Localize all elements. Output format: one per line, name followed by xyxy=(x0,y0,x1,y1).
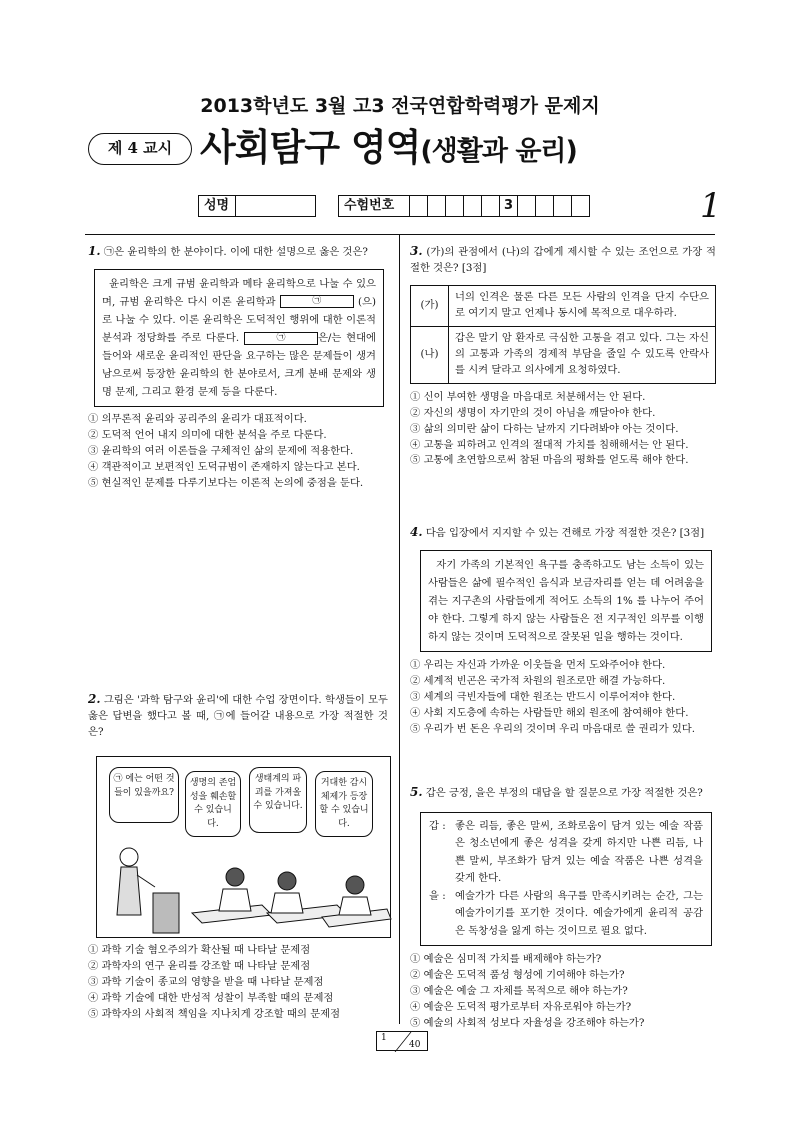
speaker-text: 예술가가 다른 사람의 욕구를 만족시키려는 순간, 그는 예술가이기를 포기한 것이다. 예술가에게 윤리적 공감은 독창성을 잃게 하는 것이므로 필요 없다. xyxy=(455,889,703,937)
exam-digit-box xyxy=(428,195,446,217)
question-1 xyxy=(88,242,388,492)
question-stem xyxy=(410,242,716,277)
passage-box xyxy=(420,550,712,652)
name-label: 성명 xyxy=(198,195,236,217)
footer-page: 1 xyxy=(381,1033,387,1043)
dialogue-box xyxy=(420,812,712,947)
label-ga: (가) xyxy=(411,285,449,326)
classroom-illustration xyxy=(96,756,391,938)
question-3 xyxy=(410,242,716,469)
period-badge: 제 4 교시 xyxy=(88,133,192,165)
student-speech-bubble-3: 거대한 감시 체제가 등장할 수 있습니다. xyxy=(315,771,373,837)
speaker-text: 좋은 리듬, 좋은 말씨, 조화로움이 담겨 있는 예술 작품은 청소년에게 좋은 성격을 갖게 하지만 나쁜 리듬, 나쁜 말씨, 부조화가 담겨 있는 예술 작품은 나쁜 성격을 갖게 한다. xyxy=(455,819,703,885)
speaker-label: 갑 : xyxy=(429,819,446,832)
option-5[interactable]: ⑤ 우리가 번 돈은 우리의 것이며 우리 마음대로 쓸 권리가 있다. xyxy=(410,722,696,735)
classroom-figures-icon xyxy=(97,835,392,939)
option-4[interactable]: ④ 예술은 도덕적 평가로부터 자유로워야 하는가? xyxy=(410,1001,632,1014)
exam-digit-box xyxy=(518,195,536,217)
option-3[interactable]: ③ 윤리학의 여러 이론들을 구체적인 삶의 문제에 적용한다. xyxy=(88,444,354,457)
option-1[interactable]: ① 의무론적 윤리와 공리주의 윤리가 대표적이다. xyxy=(88,413,307,426)
option-3[interactable]: ③ 과학 기술이 종교의 영향을 받을 때 나타날 문제점 xyxy=(88,975,324,988)
passage-text: 자기 가족의 기본적인 욕구를 충족하고도 남는 소득이 있는 사람들은 삶에 필수적인 음식과 보금자리를 얻는 데 어려움을 겪는 지구촌의 사람들에게 적어도 소득의 1% 를 나누어 주어야 한다. 그렇게 하지 않는 사람들은 전 지구적인 의무를 이행하지 않는 것이며 도덕적으로 잘못된 일을 행하는 것이다. xyxy=(428,558,705,644)
speaker-gap xyxy=(429,818,703,888)
question-stem xyxy=(88,690,388,741)
exam-title: 2013학년도 3월 고3 전국연합학력평가 문제지 xyxy=(200,95,600,117)
exam-digit-box xyxy=(572,195,590,217)
teacher-speech-bubble: ㉠ 에는 어떤 것들이 있을까요? xyxy=(109,767,179,823)
footer-total: 40 xyxy=(409,1040,421,1050)
options xyxy=(410,658,716,738)
option-4[interactable]: ④ 객관적이고 보편적인 도덕규범이 존재하지 않는다고 본다. xyxy=(88,460,360,473)
passage-ga: 너의 인격은 물론 다른 모든 사람의 인격을 단지 수단으로 여기지 말고 언제나 동시에 목적으로 대우하라. xyxy=(449,285,716,326)
exam-number-label: 수험번호 xyxy=(338,195,410,217)
question-text: 갑은 긍정, 을은 부정의 대답을 할 질문으로 가장 적절한 것은? xyxy=(425,787,703,799)
column-divider xyxy=(399,234,400,1024)
options xyxy=(88,412,388,492)
exam-digit-box xyxy=(482,195,500,217)
option-1[interactable]: ① 예술은 심미적 가치를 배제해야 하는가? xyxy=(410,953,602,966)
name-input-box xyxy=(236,195,316,217)
option-5[interactable]: ⑤ 현실적인 문제를 다루기보다는 이론적 논의에 중점을 둔다. xyxy=(88,476,364,489)
option-3[interactable]: ③ 삶의 의미란 삶이 다하는 날까지 기다려봐야 아는 것이다. xyxy=(410,422,679,435)
page-number: 1 xyxy=(700,186,722,226)
option-1[interactable]: ① 과학 기술 혐오주의가 확산될 때 나타날 문제점 xyxy=(88,944,311,956)
student-speech-bubble-2: 생태계의 파괴를 가져올 수 있습니다. xyxy=(249,767,307,833)
question-number: 3. xyxy=(410,244,423,258)
question-4 xyxy=(410,523,716,738)
option-4[interactable]: ④ 고통을 피하려고 인격의 절대적 가치를 침해해서는 안 된다. xyxy=(410,438,689,451)
name-field xyxy=(198,195,316,217)
option-5[interactable]: ⑤ 예술의 사회적 성보다 자율성을 강조해야 하는가? xyxy=(410,1017,645,1030)
option-1[interactable]: ① 우리는 자신과 가까운 이웃들을 먼저 도와주어야 한다. xyxy=(410,659,666,672)
question-stem xyxy=(410,783,716,802)
option-4[interactable]: ④ 사회 지도층에 속하는 사람들만 해외 원조에 참여해야 한다. xyxy=(410,706,689,719)
option-2[interactable]: ② 도덕적 언어 내지 의미에 대한 분석을 주로 다룬다. xyxy=(88,429,327,442)
exam-number-field xyxy=(338,195,590,217)
option-2[interactable]: ② 자신의 생명이 자기만의 것이 아님을 깨달아야 한다. xyxy=(410,406,656,419)
options xyxy=(410,390,716,470)
option-1[interactable]: ① 신이 부여한 생명을 마음대로 처분해서는 안 된다. xyxy=(410,390,646,403)
passage-table xyxy=(410,285,716,384)
option-2[interactable]: ② 세계적 빈곤은 국가적 차원의 원조로만 해결 가능하다. xyxy=(410,674,666,687)
question-text: ㉠은 윤리학의 한 분야이다. 이에 대한 설명으로 옳은 것은? xyxy=(103,246,368,258)
option-2[interactable]: ② 예술은 도덕적 품성 형성에 기여해야 하는가? xyxy=(410,969,625,982)
header-rule xyxy=(85,234,715,235)
question-2 xyxy=(88,690,388,741)
passage-text: 윤리학은 크게 규범 윤리학과 메타 윤리학으로 나눌 수 있으며, 규범 윤리학은 다시 이론 윤리학과 xyxy=(102,277,377,308)
option-4[interactable]: ④ 과학 기술에 대한 반성적 성찰이 부족할 때의 문제점 xyxy=(88,991,334,1004)
question-number: 4. xyxy=(410,525,423,539)
exam-digit-box xyxy=(446,195,464,217)
exam-digit-box xyxy=(464,195,482,217)
student-speech-bubble-1: 생명의 존엄성을 훼손할 수 있습니다. xyxy=(185,771,241,837)
exam-digit-box xyxy=(536,195,554,217)
option-3[interactable]: ③ 세계의 극빈자들에 대한 원조는 반드시 이루어져야 한다. xyxy=(410,690,676,703)
option-3[interactable]: ③ 예술은 예술 그 자체를 목적으로 해야 하는가? xyxy=(410,985,628,998)
label-na: (나) xyxy=(411,326,449,383)
options xyxy=(410,952,716,1032)
passage-text: (으)로 나눌 수 있다. 이론 윤리학은 도덕적인 행위에 대한 이론적 분석과 정당화를 주로 다룬다. xyxy=(102,295,376,344)
question-stem xyxy=(410,523,716,542)
exam-digit-box xyxy=(410,195,428,217)
question-5 xyxy=(410,783,716,1032)
blank-box: ㉠ xyxy=(280,295,354,308)
question-text: (가)의 관점에서 (나)의 갑에게 제시할 수 있는 조언으로 가장 적절한 것은? [3점] xyxy=(410,246,716,274)
option-2[interactable]: ② 과학자의 연구 윤리를 강조할 때 나타날 문제점 xyxy=(88,959,311,972)
speaker-label: 을 : xyxy=(429,889,446,902)
question-text: 그림은 '과학 탐구와 윤리'에 대한 수업 장면이다. 학생들이 모두 옳은 답변을 했다고 볼 때, ㉠에 들어갈 내용으로 가장 적절한 것은? xyxy=(88,694,388,738)
q2-options xyxy=(88,943,388,1023)
blank-box: ㉠ xyxy=(244,332,318,345)
question-stem xyxy=(88,242,388,261)
subject-title xyxy=(200,124,577,176)
subject-main: 사회탐구 영역 xyxy=(200,126,421,169)
option-5[interactable]: ⑤ 고통에 초연함으로써 참된 마음의 평화를 얻도록 해야 한다. xyxy=(410,454,689,467)
speaker-eul xyxy=(429,888,703,941)
subject-sub: (생활과 윤리) xyxy=(420,136,577,167)
exam-digit-box xyxy=(554,195,572,217)
question-text: 다음 입장에서 지지할 수 있는 견해로 가장 적절한 것은? [3점] xyxy=(425,527,705,539)
question-number: 2. xyxy=(88,692,101,706)
option-5[interactable]: ⑤ 과학자의 사회적 책임을 지나치게 강조할 때의 문제점 xyxy=(88,1007,341,1020)
question-number: 5. xyxy=(410,785,423,799)
passage-na: 갑은 말기 암 환자로 극심한 고통을 겪고 있다. 그는 자신의 고통과 가족의 경제적 부담을 줄일 수 있도록 안락사를 시켜 달라고 의사에게 요청하였다. xyxy=(449,326,716,383)
passage-box xyxy=(94,269,384,407)
page-footer xyxy=(376,1031,428,1051)
passage-text: 은/는 현대에 들어와 새로운 윤리적인 판단을 요구하는 많은 문제들이 생겨남으로써 등장한 윤리학의 한 분야로서, 크게 분배 문제와 생명 문제, 그리고 환경 문제 등을 다룬다. xyxy=(102,332,377,399)
exam-digit-box: 3 xyxy=(500,195,518,217)
question-number: 1. xyxy=(88,244,101,258)
